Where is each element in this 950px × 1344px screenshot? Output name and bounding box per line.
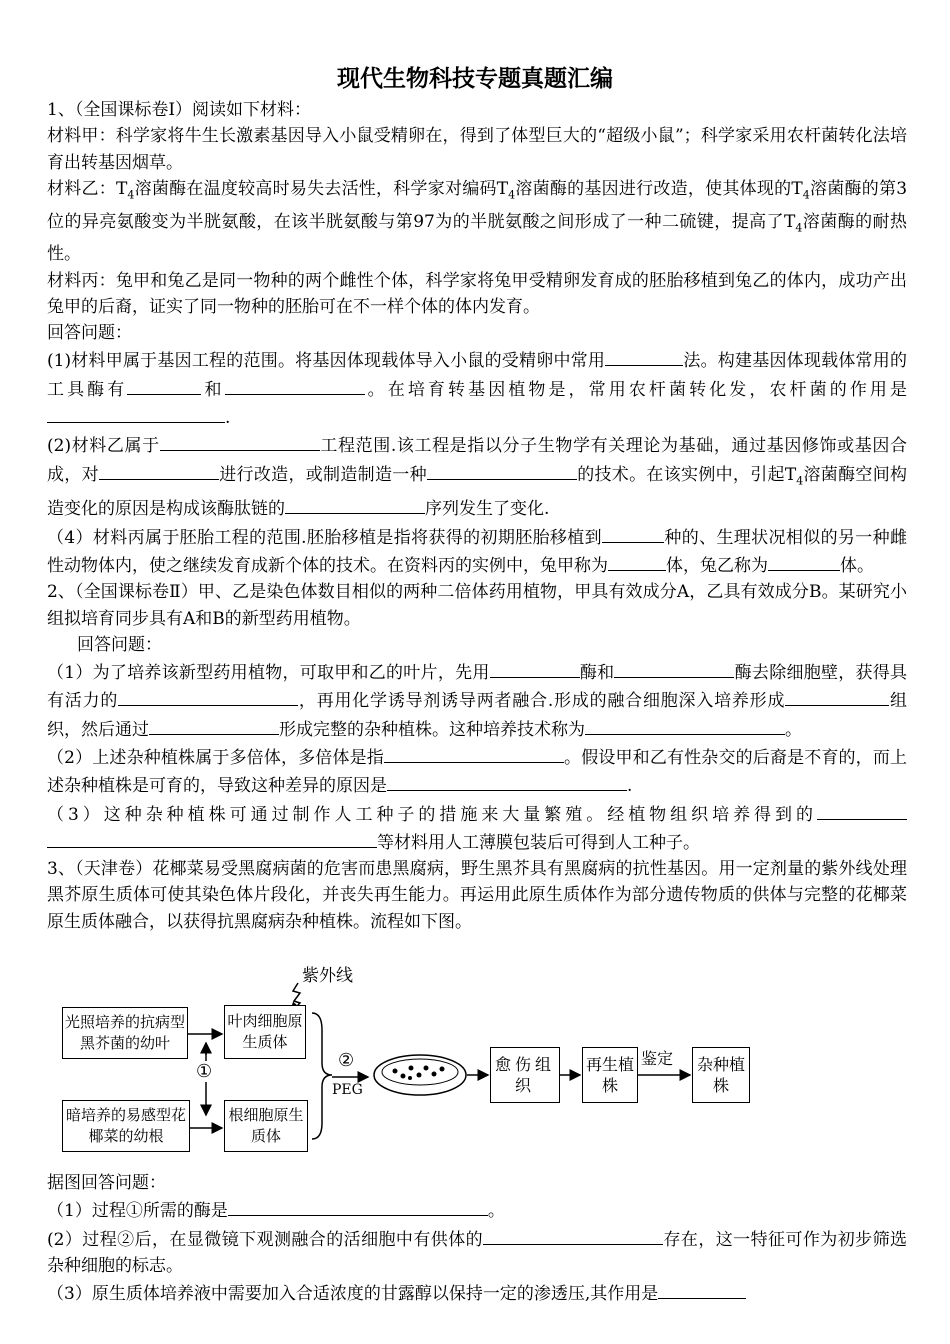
box-hybrid-plant: 杂种植株 — [692, 1047, 750, 1103]
answer-blank[interactable] — [47, 828, 377, 848]
answer-blank[interactable] — [118, 686, 298, 706]
answer-blank[interactable] — [387, 771, 627, 791]
answer-blank[interactable] — [384, 743, 564, 763]
q1-sub2: (2)材料乙属于 工程范围.该工程是指以分子生物学有关理论为基础，通过基因修饰或基因合成，对 进行改造，或制造制造一种 的技术。在该实例中，引起$T_4$溶菌酶空间构造变化的原因是构成该酶肽链的 序列发生了变化. — [47, 431, 907, 522]
flow-diagram — [50, 955, 820, 1155]
answer-blank[interactable] — [785, 686, 889, 706]
q1-answer-label: 回答问题： — [47, 323, 132, 344]
q3-sub1: （1）过程①所需的酶是 。 — [47, 1196, 907, 1224]
q1-material-yi: 材料乙：$T_4$溶菌酶在温度较高时易失去活性，科学家对编码$T_4$溶菌酶的基因进行改造，使其体现的$T_4$溶菌酶的第3位的异亮氨酸变为半胱氨酸，在该半胱氨酸与第97为的半胱氨酸之间形成了一种二硫键，提高了$T_4$溶菌酶的耐热性。 — [47, 178, 908, 265]
answer-blank[interactable] — [608, 551, 666, 571]
peg-label: PEG — [332, 1082, 363, 1098]
q3-sub2: (2）过程②后，在显微镜下观测融合的活细胞中有供体的 存在，这一特征可作为初步筛选杂种细胞的标志。 — [47, 1225, 907, 1280]
answer-blank[interactable] — [490, 658, 580, 678]
box-regenerated-plant: 再生植株 — [582, 1047, 638, 1103]
q3-sub3: （3）原生质体培养液中需要加入合适浓度的甘露醇以保持一定的渗透压,其作用是 — [47, 1279, 907, 1307]
q3-answer-label: 据图回答问题： — [47, 1173, 166, 1193]
q3-questions — [47, 1170, 907, 1307]
q2-sub3: （3）这种杂种植株可通过制作人工种子的措施来大量繁殖。经植物组织培养得到的等材料用人工薄膜包装后可得到人工种子。 — [47, 800, 907, 857]
q1-material-bing: 材料丙：兔甲和兔乙是同一物种的两个雌性个体，科学家将兔甲受精卵发育成的胚胎移植到兔乙的体内，成功产出兔甲的后裔，证实了同一物种的胚胎可在不一样个体的体内发育。 — [47, 270, 907, 317]
answer-blank[interactable] — [768, 551, 840, 571]
answer-blank[interactable] — [817, 800, 907, 820]
answer-blank[interactable] — [427, 460, 577, 480]
answer-blank[interactable] — [483, 1225, 663, 1245]
q1-sub1: (1)材料甲属于基因工程的范围。将基因体现载体导入小鼠的受精卵中常用 法。构建基因体现载体常用的工具酶有 和 。在培育转基因植物是，常用农杆菌转化发，农杆菌的作用是. — [47, 346, 907, 431]
answer-blank[interactable] — [228, 1196, 488, 1216]
box-black-mustard-leaf: 光照培养的抗病型黑芥菌的幼叶 — [62, 1007, 188, 1059]
answer-blank[interactable] — [614, 658, 734, 678]
answer-blank[interactable] — [658, 1279, 746, 1299]
page-title: 现代生物科技专题真题汇编 — [337, 66, 613, 92]
answer-blank[interactable] — [47, 403, 225, 423]
identify-label: 鉴定 — [641, 1049, 674, 1068]
answer-blank[interactable] — [225, 375, 365, 395]
answer-blank[interactable] — [127, 375, 201, 395]
box-mesophyll-protoplast: 叶肉细胞原生质体 — [224, 1005, 306, 1059]
answer-blank[interactable] — [160, 431, 320, 451]
answer-blank[interactable] — [602, 523, 664, 543]
answer-blank[interactable] — [99, 460, 219, 480]
q2-sub2: （2）上述杂种植株属于多倍体，多倍体是指 。假设甲和乙有性杂交的后裔是不育的，而上述杂种植株是可育的，导致这种差异的原因是 . — [47, 743, 907, 800]
q1-sub4: （4）材料丙属于胚胎工程的范围.胚胎移植是指将获得的初期胚胎移植到 种的、生理状况相似的另一种雌性动物体内，使之继续发育成新个体的技术。在资料丙的实例中，兔甲称为 体，兔乙称为 体。 — [47, 523, 907, 580]
step2-label: ② — [338, 1050, 355, 1071]
uv-label: 紫外线 — [302, 966, 353, 986]
q2-sub1: （1）为了培养该新型药用植物，可取甲和乙的叶片，先用 酶和 酶去除细胞壁，获得具有活力的 ，再用化学诱导剂诱导两者融合.形成的融合细胞深入培养形成 组织，然后通过 形成完整的杂种植株。这种培养技术称为 。 — [47, 658, 907, 743]
box-cauliflower-root: 暗培养的易感型花椰菜的幼根 — [62, 1100, 190, 1152]
answer-blank[interactable] — [149, 715, 279, 735]
document-body — [47, 97, 907, 935]
box-callus: 愈伤组织 — [490, 1047, 560, 1103]
q3-heading: 3、（天津卷）花椰菜易受黑腐病菌的危害而患黑腐病，野生黑芥具有黑腐病的抗性基因。用一定剂量的紫外线处理黑芥原生质体可使其染色体片段化，并丧失再生能力。再运用此原生质体作为部分遗传物质的供体与完整的花椰菜原生质体融合，以获得抗黑腐病杂种植株。流程如下图。 — [47, 859, 907, 932]
q1-heading: 1、（全国课标卷Ⅰ）阅读如下材料： — [47, 100, 312, 120]
q1-material-jia: 材料甲：科学家将牛生长激素基因导入小鼠受精卵在，得到了体型巨大的“超级小鼠”；科学家采用农杆菌转化法培育出转基因烟草。 — [47, 126, 907, 173]
answer-blank[interactable] — [285, 494, 425, 514]
answer-blank[interactable] — [605, 346, 683, 366]
box-root-protoplast: 根细胞原生质体 — [224, 1100, 308, 1152]
q2-heading: 2、（全国课标卷Ⅱ）甲、乙是染色体数目相似的两种二倍体药用植物，甲具有效成分A，乙具有效成分B。某研究小组拟培育同步具有A和B的新型药用植物。 — [47, 582, 907, 629]
step1-label: ① — [196, 1061, 213, 1082]
answer-blank[interactable] — [585, 715, 785, 735]
q2-answer-label: 回答问题： — [77, 634, 162, 655]
